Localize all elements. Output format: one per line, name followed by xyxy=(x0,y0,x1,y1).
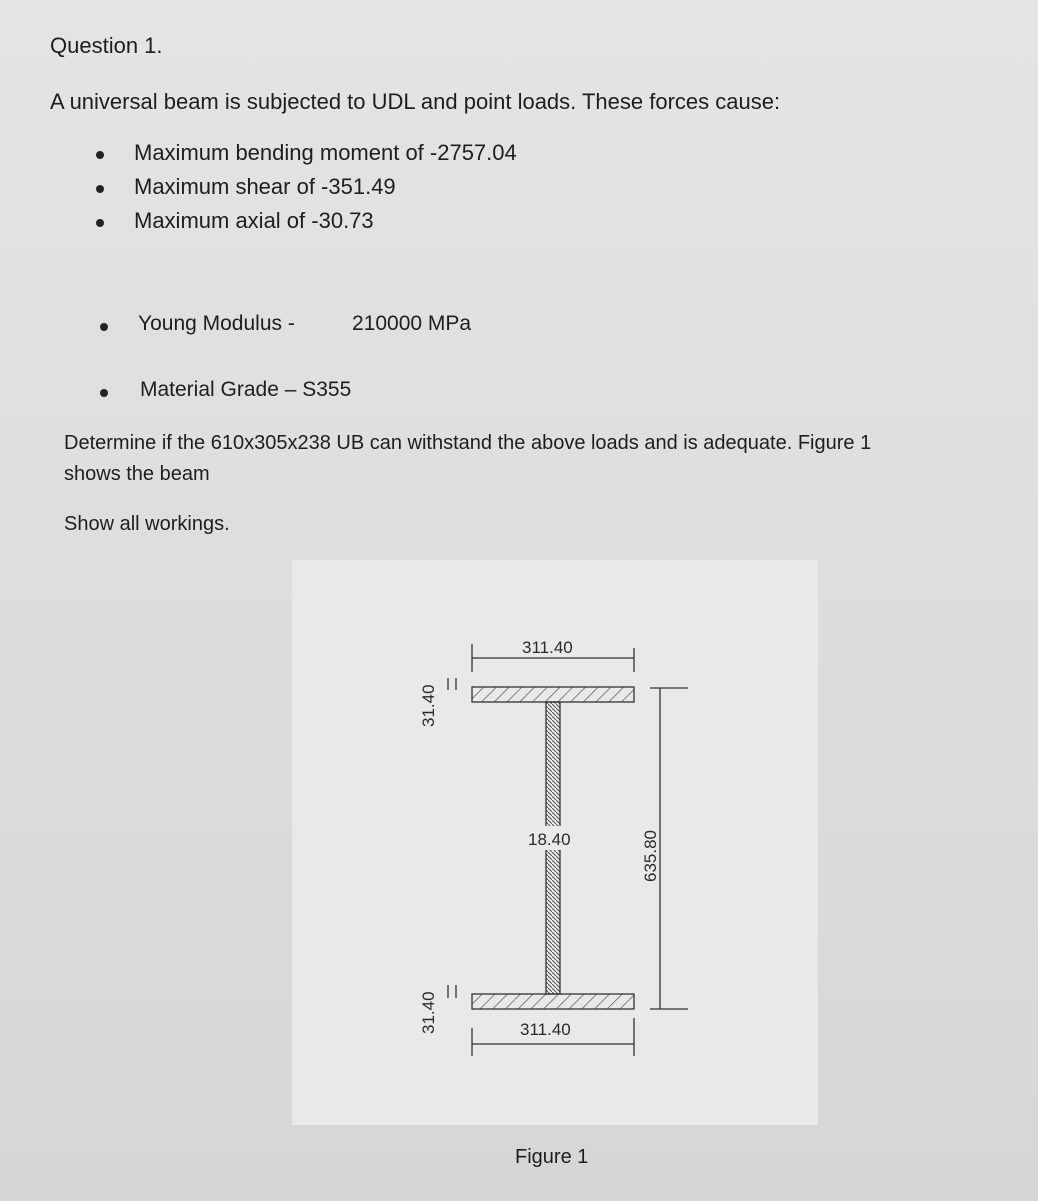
force-bending-moment: Maximum bending moment of -2757.04 xyxy=(134,140,517,165)
force-axial: Maximum axial of -30.73 xyxy=(134,208,374,233)
web-thickness-label: 18.40 xyxy=(528,830,571,849)
top-flange xyxy=(472,687,634,702)
question-determine-line1: Determine if the 610x305x238 UB can withstand the above loads and is adequate. Figure 1 xyxy=(64,432,872,454)
bottom-flange xyxy=(472,994,634,1009)
bullet-dot xyxy=(100,323,108,331)
bullet-dot xyxy=(96,219,104,227)
bottom-flange-width-dimension xyxy=(472,1018,634,1056)
total-depth-label: 635.80 xyxy=(641,830,660,882)
top-flange-width-label: 311.40 xyxy=(522,638,573,657)
bullet-dot xyxy=(96,185,104,193)
bullet-dot xyxy=(100,389,108,397)
beam-cross-section-diagram xyxy=(292,560,818,1125)
force-shear: Maximum shear of -351.49 xyxy=(134,174,396,199)
bullet-dot xyxy=(96,151,104,159)
figure-caption: Figure 1 xyxy=(515,1146,589,1168)
bottom-flange-thickness-dimension xyxy=(419,985,456,1034)
material-grade: Material Grade – S355 xyxy=(140,378,352,401)
top-flange-width-dimension xyxy=(472,638,634,672)
top-flange-thickness-label: 31.40 xyxy=(419,684,438,727)
bottom-flange-thickness-label: 31.40 xyxy=(419,991,438,1034)
question-determine-line2: shows the beam xyxy=(64,463,210,485)
bottom-flange-width-label: 311.40 xyxy=(520,1020,571,1039)
question-title: Question 1. xyxy=(50,33,163,58)
young-modulus-value: 210000 MPa xyxy=(352,312,472,335)
question-show-workings: Show all workings. xyxy=(64,513,230,535)
top-flange-thickness-dimension xyxy=(419,678,456,727)
young-modulus-label: Young Modulus - xyxy=(138,312,295,335)
total-depth-dimension xyxy=(641,688,688,1009)
question-intro: A universal beam is subjected to UDL and point loads. These forces cause: xyxy=(50,89,781,114)
